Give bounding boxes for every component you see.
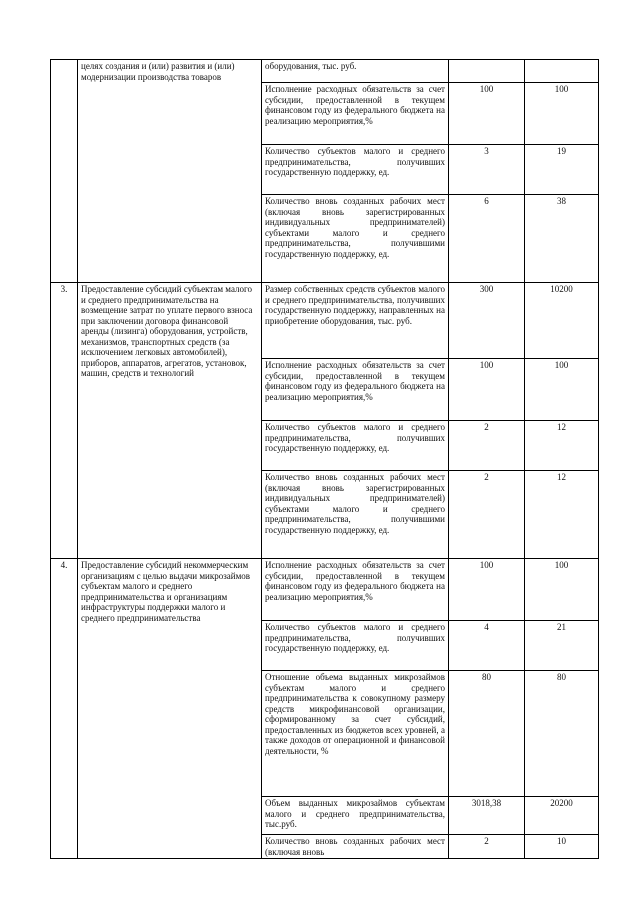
value-plan: 2 (449, 835, 525, 859)
value-target: 100 (525, 359, 599, 421)
indicator-text: Количество субъектов малого и среднего предпринимательства, получивших государственную поддержку, ед. (262, 621, 449, 671)
value-target: 100 (525, 559, 599, 621)
value-target: 10 (525, 835, 599, 859)
value-plan (449, 60, 525, 83)
value-plan: 3018,38 (449, 797, 525, 835)
value-target: 20200 (525, 797, 599, 835)
value-plan: 100 (449, 83, 525, 145)
indicator-text: Количество вновь созданных рабочих мест (включая вновь (262, 835, 449, 859)
value-plan: 4 (449, 621, 525, 671)
value-target: 12 (525, 421, 599, 471)
value-target (525, 60, 599, 83)
indicator-text: Исполнение расходных обязательств за счет субсидии, предоставленной в текущем финансовом году из федерального бюджета на реализацию мероприятия,% (262, 559, 449, 621)
measure-name: Предоставление субсидий субъектам малого и среднего предпринимательства на возмещение затрат по уплате первого взноса при заключении договора финансовой аренды (лизинга) оборудования, устройств, механизмов, транспортных средств (за исключением легковых автомобилей), приборов, аппаратов, агрегатов, установок, машин, средств и технологий (78, 283, 262, 559)
value-target: 100 (525, 83, 599, 145)
row-number: 4. (51, 559, 78, 859)
row-number (51, 60, 78, 283)
program-table (50, 59, 599, 859)
indicator-text: Объем выданных микрозаймов субъектам малого и среднего предпринимательства, тыс.руб. (262, 797, 449, 835)
indicator-text: Количество вновь созданных рабочих мест (включая вновь зарегистрированных индивидуальных предпринимателей) субъектами малого и среднего предпринимательства, получившими государственную поддержку, ед. (262, 195, 449, 283)
value-target: 12 (525, 471, 599, 559)
value-plan: 100 (449, 559, 525, 621)
value-target: 10200 (525, 283, 599, 359)
table-row (51, 60, 599, 83)
value-plan: 6 (449, 195, 525, 283)
indicator-text: Количество вновь созданных рабочих мест (включая вновь зарегистрированных индивидуальных предпринимателей) субъектами малого и среднего предпринимательства, получившими государственную поддержку, ед. (262, 471, 449, 559)
table-row (51, 283, 599, 359)
measure-name: Предоставление субсидий некоммерческим организациям с целью выдачи микрозаймов субъектам малого и среднего предпринимательства и организациям инфраструктуры поддержки малого и среднего предпринимательства (78, 559, 262, 859)
measure-name: целях создания и (или) развития и (или) модернизации производства товаров (78, 60, 262, 283)
indicator-text: Отношение объема выданных микрозаймов субъектам малого и среднего предпринимательства к совокупному размеру средств микрофинансовой организации, сформированному за счет субсидий, предоставленных из бюджетов всех уровней, а также доходов от операционной и финансовой деятельности, % (262, 671, 449, 797)
indicator-text: оборудования, тыс. руб. (262, 60, 449, 83)
table-row (51, 559, 599, 621)
row-number: 3. (51, 283, 78, 559)
indicator-text: Размер собственных средств субъектов малого и среднего предпринимательства, получивших государственную поддержку, направленных на приобретение оборудования, тыс. руб. (262, 283, 449, 359)
value-plan: 2 (449, 471, 525, 559)
value-plan: 100 (449, 359, 525, 421)
value-plan: 300 (449, 283, 525, 359)
indicator-text: Количество субъектов малого и среднего предпринимательства, получивших государственную поддержку, ед. (262, 421, 449, 471)
value-plan: 3 (449, 145, 525, 195)
indicator-text: Исполнение расходных обязательств за счет субсидии, предоставленной в текущем финансовом году из федерального бюджета на реализацию мероприятия,% (262, 83, 449, 145)
value-target: 21 (525, 621, 599, 671)
value-target: 19 (525, 145, 599, 195)
value-target: 38 (525, 195, 599, 283)
value-plan: 80 (449, 671, 525, 797)
value-target: 80 (525, 671, 599, 797)
value-plan: 2 (449, 421, 525, 471)
indicator-text: Количество субъектов малого и среднего предпринимательства, получивших государственную поддержку, ед. (262, 145, 449, 195)
indicator-text: Исполнение расходных обязательств за счет субсидии, предоставленной в текущем финансовом году из федерального бюджета на реализацию мероприятия,% (262, 359, 449, 421)
